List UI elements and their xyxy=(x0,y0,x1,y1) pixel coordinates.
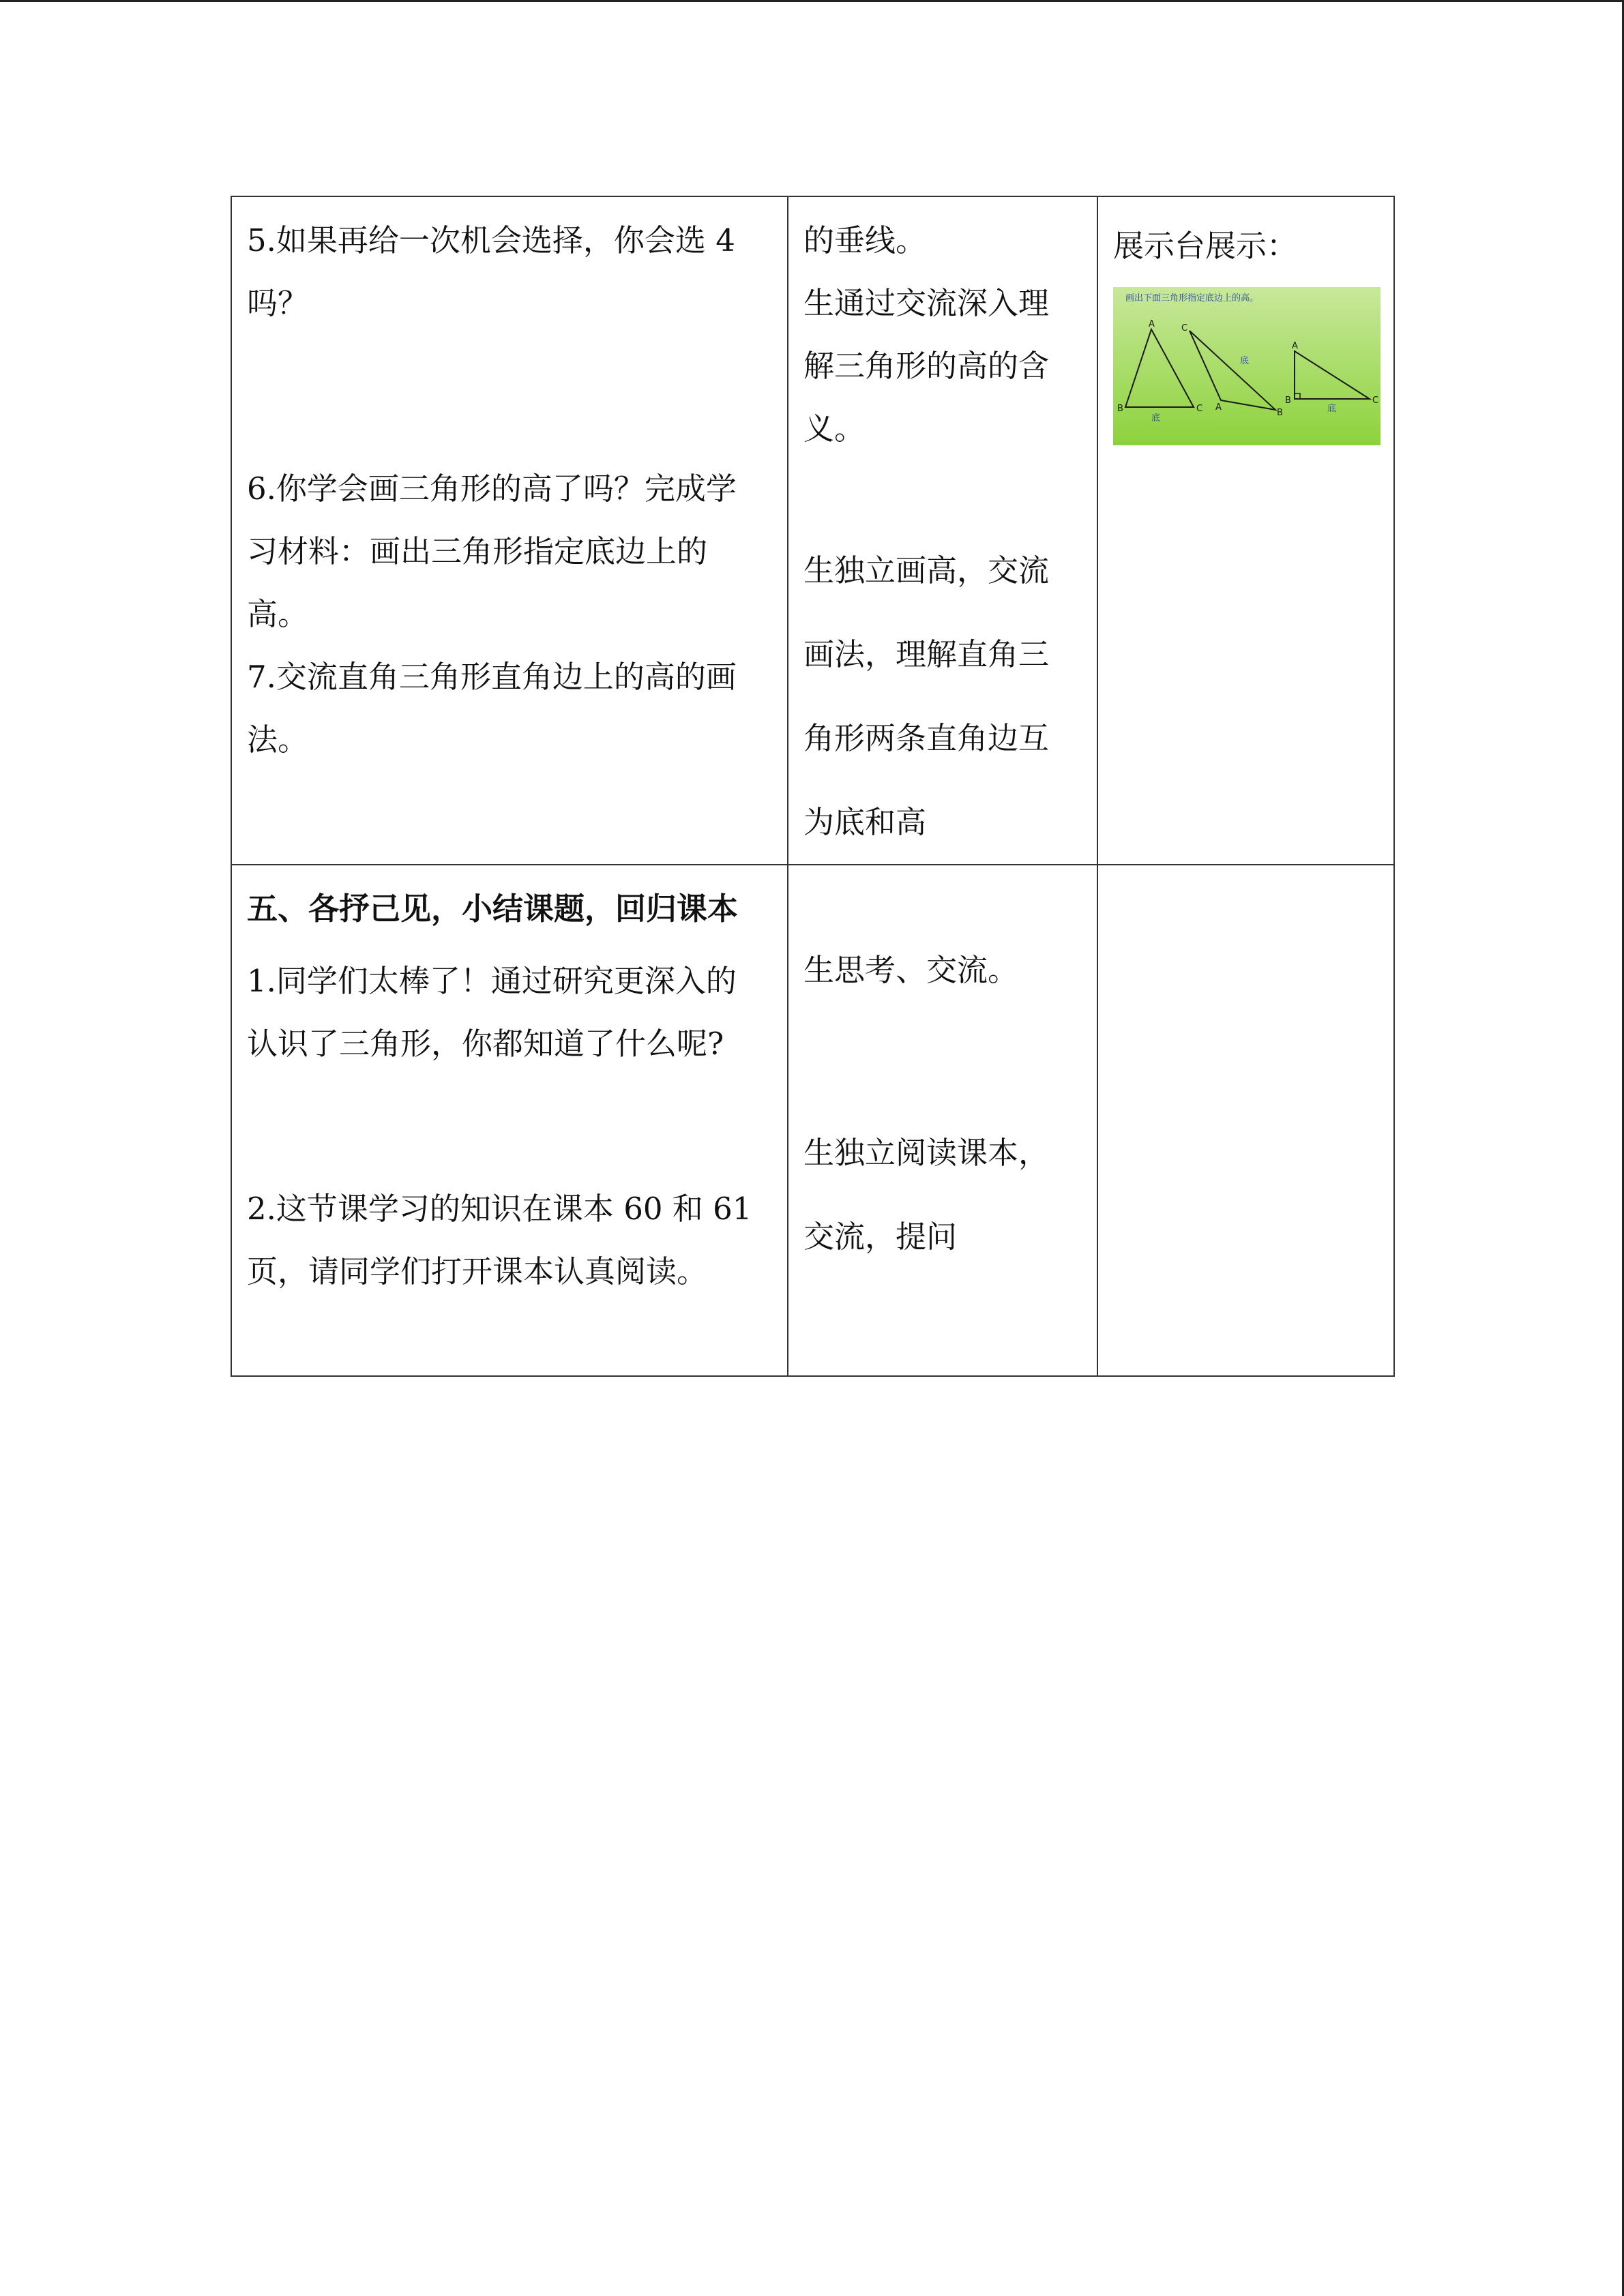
text-line: 生通过交流深入理 xyxy=(803,285,1050,321)
text-line: 解三角形的高的含 xyxy=(803,348,1050,384)
student-activity-cell xyxy=(788,865,1097,1376)
text-line: 法。 xyxy=(247,721,309,758)
text-line: 5.如果再给一次机会选择，你会选 4 xyxy=(247,222,735,258)
text-line: 高。 xyxy=(247,596,309,632)
point-label: B xyxy=(1117,404,1123,414)
text-line: 认识了三角形，你都知道了什么呢? xyxy=(247,1026,724,1062)
text-line: 生独立画高，交流 xyxy=(803,552,1050,588)
base-label: 底 xyxy=(1151,413,1161,423)
text-line: 6.你学会画三角形的高了吗？完成学 xyxy=(247,471,737,507)
board-display-cell xyxy=(1097,865,1394,1376)
text-line: 义。 xyxy=(803,411,866,447)
text-line: 为底和高 xyxy=(803,804,927,840)
triangle-altitude-slide xyxy=(1113,287,1381,445)
point-label: A xyxy=(1292,341,1298,351)
table-row xyxy=(231,865,1394,1376)
board-display-cell xyxy=(1097,196,1394,865)
student-activity-cell xyxy=(788,196,1097,865)
text-line: 生思考、交流。 xyxy=(803,952,1019,988)
base-label: 底 xyxy=(1240,356,1250,366)
text-line: 习材料：画出三角形指定底边上的 xyxy=(247,533,708,569)
spacer xyxy=(803,878,1082,939)
lesson-plan-table xyxy=(231,196,1395,1377)
point-label: B xyxy=(1285,396,1291,406)
board-label: 展示台展示： xyxy=(1113,228,1298,264)
point-label: A xyxy=(1215,402,1222,413)
spacer xyxy=(247,1075,772,1178)
point-label: A xyxy=(1149,319,1155,329)
table-row xyxy=(231,196,1394,865)
text-line: 吗？ xyxy=(247,285,309,321)
text-line: 2.这节课学习的知识在课本 60 和 61 xyxy=(247,1191,752,1227)
section-heading: 五、各抒己见，小结课题，回归课本 xyxy=(247,891,739,927)
teacher-activity-cell xyxy=(231,196,788,865)
text-line: 的垂线。 xyxy=(803,222,927,258)
text-line: 画法，理解直角三 xyxy=(803,636,1050,672)
point-label: C xyxy=(1196,404,1203,414)
text-line: 7.交流直角三角形直角边上的高的画 xyxy=(247,659,737,695)
text-line: 交流，提问 xyxy=(803,1219,958,1255)
teacher-activity-cell xyxy=(231,865,788,1376)
text-line: 1.同学们太棒了！通过研究更深入的 xyxy=(247,963,737,999)
text-line: 生独立阅读课本， xyxy=(803,1135,1050,1171)
point-label: C xyxy=(1372,396,1379,406)
text-line: 角形两条直角边互 xyxy=(803,720,1050,756)
spacer xyxy=(803,460,1082,528)
text-line: 页，请同学们打开课本认真阅读。 xyxy=(247,1253,708,1289)
slide-title: 画出下面三角形指定底边上的高。 xyxy=(1125,293,1259,303)
point-label: C xyxy=(1181,323,1188,333)
base-label: 底 xyxy=(1327,404,1337,414)
spacer xyxy=(803,1002,1082,1111)
spacer xyxy=(247,335,772,458)
point-label: B xyxy=(1277,408,1283,418)
